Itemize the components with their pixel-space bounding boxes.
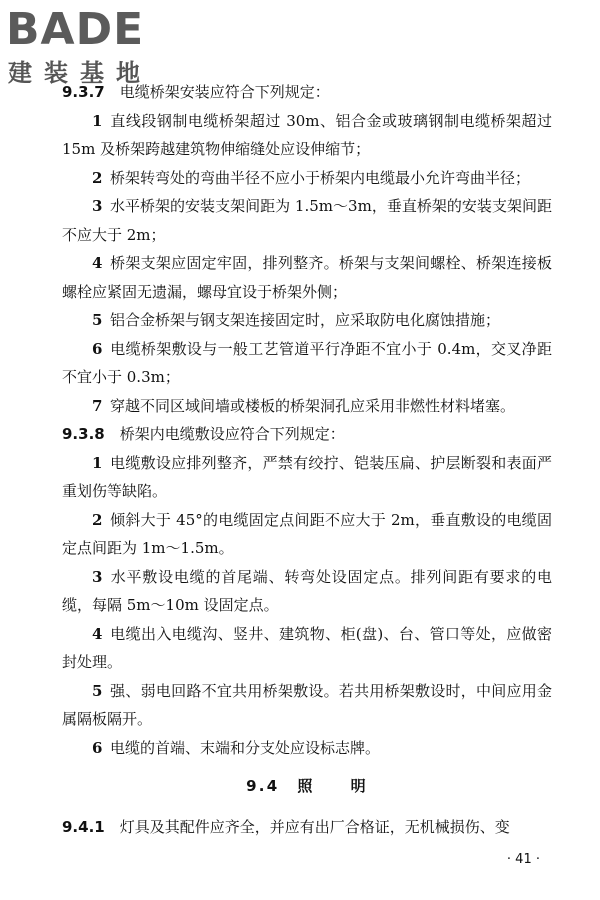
item-text: 桥架支架应固定牢固，排列整齐。桥架与支架间螺栓、桥架连接板螺栓应紧固无遗漏，螺母宜设于桥架外侧；: [62, 254, 552, 301]
section-number: 9.4: [246, 777, 280, 795]
item-number: 2: [92, 510, 103, 529]
clause-number: 9.4.1: [62, 817, 105, 836]
clause-text: 灯具及其配件应齐全，并应有出厂合格证，无机械损伤、变: [119, 817, 510, 836]
item-number: 3: [92, 567, 103, 586]
item-number: 2: [92, 168, 103, 187]
item-number: 6: [92, 738, 103, 757]
document-body: [62, 78, 552, 841]
item-text: 直线段钢制电缆桥架超过 30m、铝合金或玻璃钢制电缆桥架超过 15m 及桥架跨越建筑物伸缩缝处应设伸缩节；: [62, 111, 552, 158]
item-number: 5: [92, 311, 103, 329]
list-item: [62, 620, 552, 677]
list-item: [62, 677, 552, 734]
watermark-logo: [4, 2, 179, 97]
clause-9-4-1: [62, 813, 552, 842]
item-number: 1: [92, 111, 103, 130]
item-text: 穿越不同区域间墙或楼板的桥架洞孔应采用非燃性材料堵塞。: [109, 396, 515, 415]
item-number: 3: [92, 197, 103, 215]
list-item: [62, 392, 552, 421]
list-item: [62, 107, 552, 164]
clause-number: 9.3.8: [62, 425, 105, 443]
clause-text: 桥架内电缆敷设应符合下列规定：: [119, 425, 345, 443]
section-heading: [62, 772, 552, 801]
list-item: [62, 563, 552, 620]
section-title-part1: 照: [297, 777, 315, 795]
item-text: 电缆出入电缆沟、竖井、建筑物、柜(盘)、台、管口等处，应做密封处理。: [62, 624, 552, 671]
item-text: 电缆敷设应排列整齐，严禁有绞拧、铠装压扁、护层断裂和表面严重划伤等缺陷。: [62, 453, 552, 500]
list-item: [62, 192, 552, 249]
item-number: 1: [92, 453, 103, 472]
item-number: 4: [92, 254, 103, 272]
clauses-list: [62, 78, 552, 762]
list-item: [62, 734, 552, 763]
item-text: 强、弱电回路不宜共用桥架敷设。若共用桥架敷设时，中间应用金属隔板隔开。: [62, 681, 552, 728]
item-text: 铝合金桥架与钢支架连接固定时，应采取防电化腐蚀措施；: [109, 311, 500, 329]
clause-text: 电缆桥架安装应符合下列规定：: [119, 83, 330, 101]
item-number: 4: [92, 624, 103, 643]
item-text: 水平桥架的安装支架间距为 1.5m～3m，垂直桥架的安装支架间距不应大于 2m；: [62, 197, 552, 244]
list-item: [62, 449, 552, 506]
item-text: 电缆的首端、末端和分支处应设标志牌。: [109, 738, 380, 757]
item-text: 水平敷设电缆的首尾端、转弯处设固定点。排列间距有要求的电缆，每隔 5m～10m 设固定点。: [62, 567, 552, 614]
clause-9-3-8: [62, 420, 552, 449]
item-text: 桥架转弯处的弯曲半径不应小于桥架内电缆最小允许弯曲半径；: [109, 168, 530, 187]
item-number: 5: [92, 681, 103, 700]
list-item: [62, 164, 552, 193]
list-item: [62, 506, 552, 563]
item-number: 6: [92, 339, 103, 358]
watermark-subtitle: 建装基地: [8, 59, 152, 87]
item-number: 7: [92, 396, 103, 415]
page-number: · 41 ·: [506, 852, 540, 867]
item-text: 倾斜大于 45°的电缆固定点间距不应大于 2m，垂直敷设的电缆固定点间距为 1m～1.5m。: [62, 510, 552, 557]
item-text: 电缆桥架敷设与一般工艺管道平行净距不宜小于 0.4m，交叉净距不宜小于 0.3m；: [62, 339, 552, 386]
list-item: [62, 306, 552, 335]
watermark-brand: BADE: [6, 4, 145, 55]
section-title-part2: 明: [350, 777, 368, 795]
clause-number: 9.3.7: [62, 83, 105, 101]
list-item: [62, 335, 552, 392]
list-item: [62, 249, 552, 306]
